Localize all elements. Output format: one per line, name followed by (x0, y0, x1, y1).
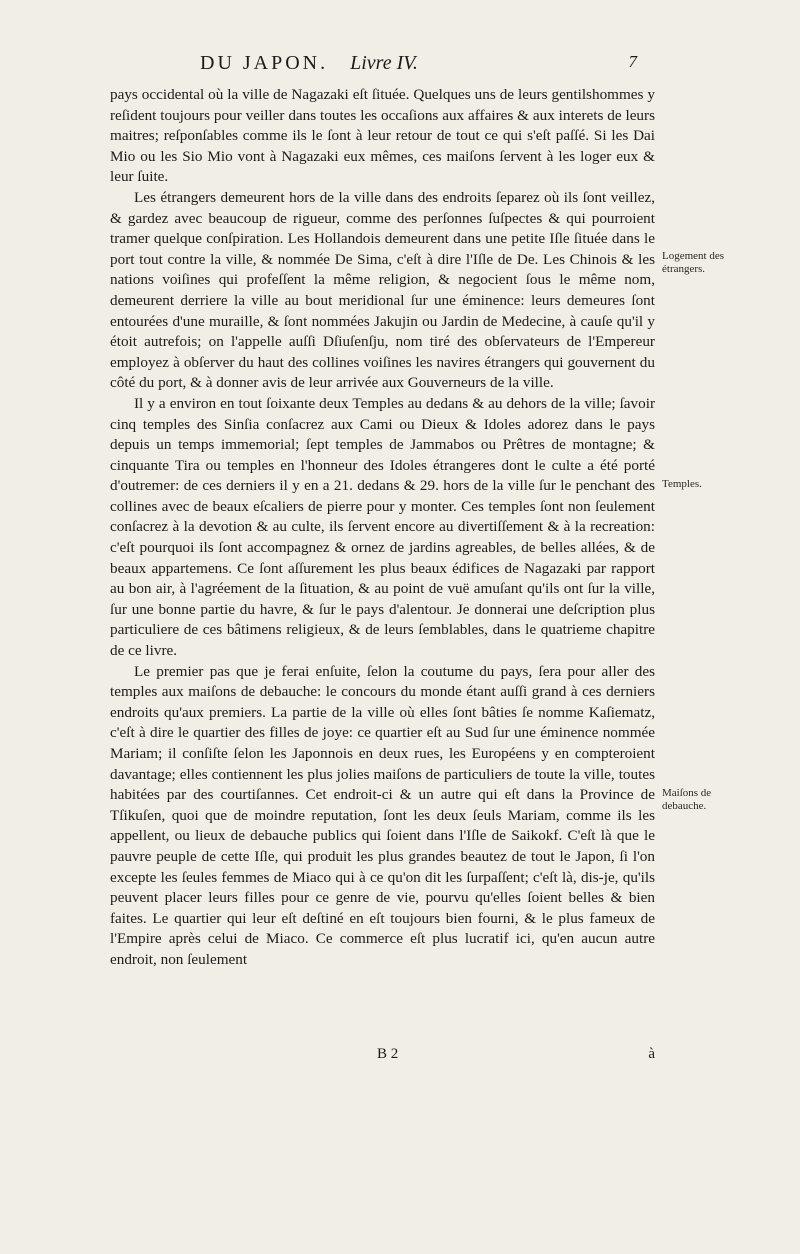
header-title: DU JAPON. (200, 52, 329, 74)
header-book: Livre IV. (350, 52, 418, 74)
page-number: 7 (628, 52, 640, 71)
catchword: à (648, 1046, 655, 1062)
paragraph-3: Il y a environ en tout ſoixante deux Temples au dedans & au dehors de la ville; ſavoir cinq temples des Sinſia conſacrez aux Cami ou Dieux & Idoles adorez dans le pays depuis un temps immemorial; ſept temples de Jammabos ou Prêtres de montagne; & cinquante Tira ou temples en l'honneur des Idoles étrangeres dont le culte a été porté d'outremer: de ces derniers il y en a 21. dedans & 29. hors de la ville ſur le penchant des collines avec de beaux eſcaliers de pierre pour y monter. Ces temples ſont non ſeulement conſacrez à la devotion & au culte, ils ſervent encore au divertiſſement & à la recreation: c'eſt pourquoi ils ſont accompagnez & ornez de jardins agreables, de belles allées, & de beaux appartemens. Ce ſont aſſurement les plus beaux édifices de Nagazaki par rapport au bon air, à l'agréement de la ſituation, & au point de vuë amuſant qu'ils ont ſur la ville, ſur une bonne partie du havre, & ſur le pays d'alentour. Je donnerai une deſcription plus particuliere de ces bâtimens religieux, & de leurs ſemblables, dans le quatrieme chapitre de ce livre. (110, 394, 655, 660)
paragraph-4: Le premier pas que je ferai enſuite, ſelon la coutume du pays, ſera pour aller des temples aux maiſons de debauche: le concours du monde étant auſſi grand à ces derniers endroits qu'aux premiers. La partie de la ville où elles ſont bâties ſe nomme Kaſiematz, c'eſt à dire le quartier des filles de joye: ce quartier eſt au Sud ſur une éminence nommée Mariam; il conſiſte ſelon les Japonnois en deux rues, les Européens y en compteroient davantage; elles contiennent les plus jolies maiſons de particuliers de toute la ville, toutes habitées par des courtiſannes. Cet endroit-ci & un autre qui eſt dans la Province de Tſikuſen, quoi que de moindre reputation, ſont les deux ſeuls Mariam, comme ils les appellent, ou lieux de debauche publics qui ſoient dans l'Iſle de Saikokf. C'eſt là que le pauvre peuple de cette Iſle, qui produit les plus grandes beautez de tout le Japon, ſi l'on excepte les ſeules femmes de Miaco qui à ce qu'on dit les ſurpaſſent; c'eſt là, dis-je, qu'ils peuvent placer leurs filles pour ce genre de vie, pourvu qu'elles ſoient belles & bien faites. Le quartier qui leur eſt deſtiné en eſt toujours bien fourni, & le plus fameux de l'Empire après celui de Miaco. Ce commerce eſt plus lucratif ici, qu'en aucun autre endroit, non ſeulement (110, 662, 655, 968)
paragraph-1: pays occidental où la ville de Nagazaki eſt ſituée. Quelques uns de leurs gentilshommes y reſident toujours pour veiller dans toutes les occaſions aux affaires & aux interets de leurs maitres; reſponſables comme ils le ſont à leur retour de tout ce qui s'eſt paſſé. Si les Dai Mio ou les Sio Mio vont à Nagazaki eux mêmes, ces maiſons ſervent à les loger eux & leur ſuite. (110, 86, 655, 186)
margin-note-maisons: Maiſons de debauche. (662, 787, 712, 812)
body-text (110, 85, 655, 971)
signature-mark: B 2 (377, 1046, 399, 1062)
margin-note-logement: Logement des étrangers. (662, 250, 725, 275)
margin-note-temples: Temples. (662, 478, 702, 490)
running-header (200, 52, 640, 75)
paragraph-2: Les étrangers demeurent hors de la ville dans des endroits ſeparez où ils ſont veillez, & gardez avec beaucoup de rigueur, comme des perſonnes ſuſpectes & qui pourroient tramer quelque conſpiration. Les Hollandois demeurent dans une petite Iſle ſituée dans le port tout contre la ville, & nommée De Sima, c'eſt à dire l'Iſle de De. Les Chinois & les nations voiſines qui profeſſent la même religion, & negocient ſous le même nom, demeurent derriere la ville au bout meridional ſur une éminence: leurs demeures ſont entourées d'une muraille, & ſont nommées Jakujin ou Jardin de Medecine, à cauſe qu'il y étoit autrefois; on l'appelle auſſi Dſiuſenſju, nom tiré des obſervateurs de l'Empereur employez à obſerver du haut des collines voiſines les navires étrangers qui gouvernent du côté du port, & à donner avis de leur arrivée aux Gouverneurs de la ville. (110, 188, 655, 392)
